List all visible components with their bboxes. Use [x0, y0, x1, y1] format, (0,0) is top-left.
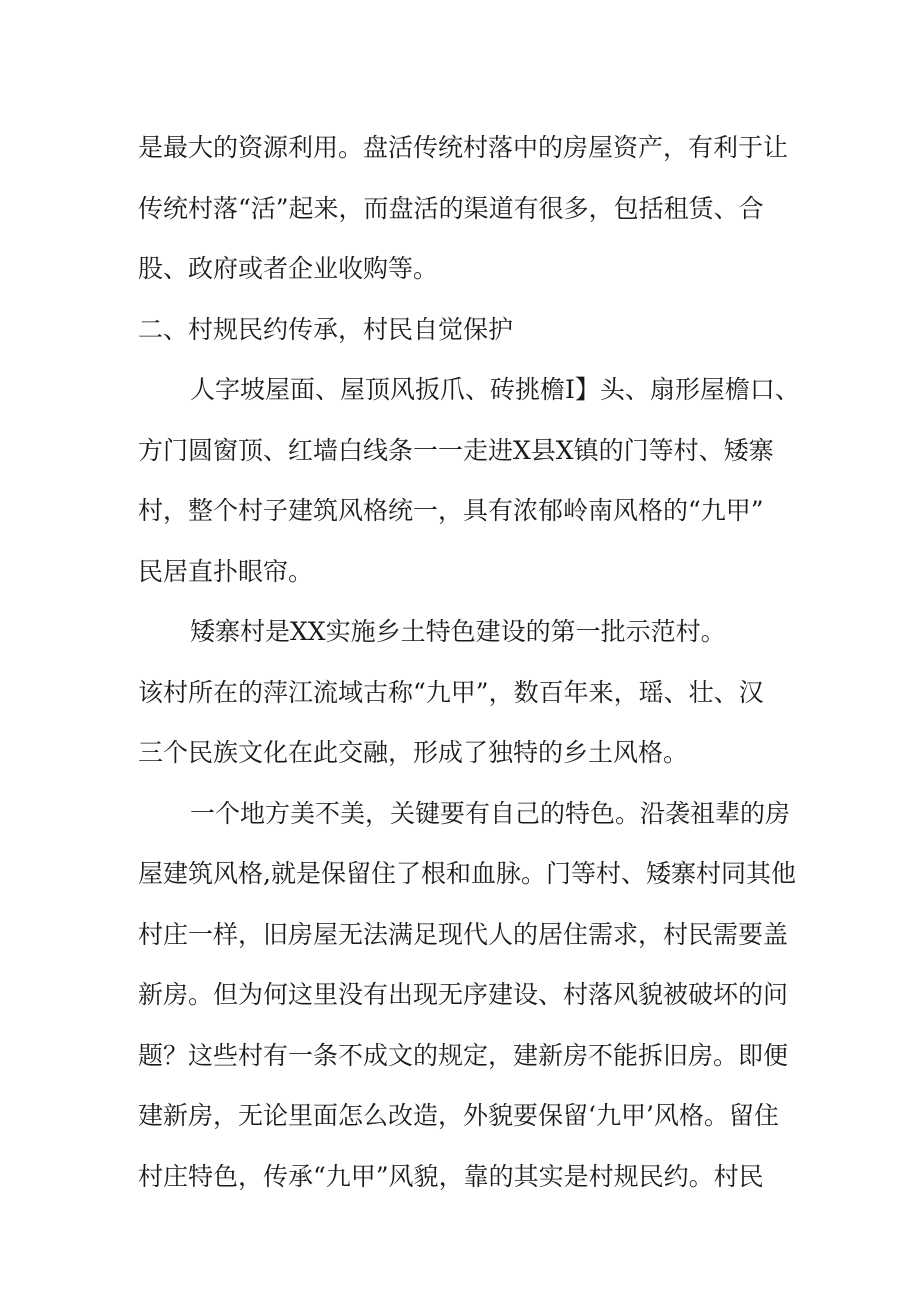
paragraph-line: 该村所在的萍江流域古称“九甲”，数百年来，瑶、壮、汉 [138, 677, 764, 707]
paragraph-line: 人字坡屋面、屋顶风扳爪、砖挑檐Ⅰ】头、扇形屋檐口、 [190, 375, 800, 404]
paragraph-line: 民居直扑眼帘。 [138, 556, 314, 586]
document-body [138, 118, 798, 1207]
paragraph-line: 题？这些村有一条不成文的规定，建新房不能拆旧房。即便 [138, 1040, 789, 1070]
paragraph-line: 建新房，无论里面怎么改造，外貌要保留‘九甲’风格。留住 [138, 1101, 779, 1130]
paragraph-line: 一个地方美不美，关键要有自己的特色。沿袭祖辈的房 [190, 798, 791, 828]
paragraph-line: 新房。但为何这里没有出现无序建设、村落风貌被破坏的问 [138, 980, 789, 1009]
paragraph-line: 方门圆窗顶、红墙白线条一一走进X县X镇的门等村、矮寨 [138, 435, 774, 465]
paragraph-line: 是最大的资源利用。盘活传统村落中的房屋资产，有利于让 [138, 133, 789, 162]
paragraph-line: 股、政府或者企业收购等。 [138, 254, 439, 283]
paragraph-line: 村庄一样，旧房屋无法满足现代人的居住需求，村民需要盖 [138, 919, 789, 949]
paragraph-line: 传统村落“活”起来，而盘活的渠道有很多，包括租赁、合 [138, 193, 764, 223]
paragraph-line: 三个民族文化在此交融，形成了独特的乡土风格。 [138, 738, 689, 767]
section-heading: 二、村规民约传承，村民自觉保护 [138, 314, 514, 344]
paragraph-line: 矮寨村是XX实施乡土特色建设的第一批示范村。 [190, 617, 726, 646]
paragraph-line: 村，整个村子建筑风格统一，具有浓郁岭南风格的“九甲” [138, 496, 764, 525]
paragraph-line: 村庄特色，传承“九甲”风貌，靠的其实是村规民约。村民 [138, 1161, 764, 1191]
paragraph-line: 屋建筑风格,就是保留住了根和血脉。门等村、矮寨村同其他 [138, 859, 796, 888]
